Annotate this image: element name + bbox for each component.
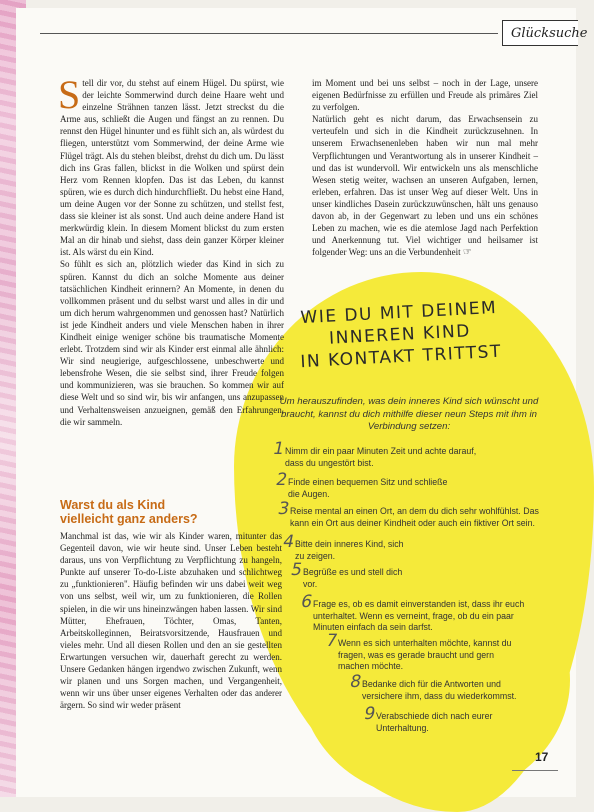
dropcap: S xyxy=(58,72,81,117)
step-number: 4 xyxy=(281,532,297,552)
step-item: 5 Begrüße es und stell dich vor. xyxy=(289,560,403,589)
subheading: Warst du als Kind vielleicht ganz anders? xyxy=(60,498,198,526)
section-tag: Glücksuche xyxy=(502,20,578,46)
paragraph: Manchmal ist das, wie wir als Kinder waren, mitunter das Gegenteil davon, wie wir heute sind. Unser Leben besteht daraus, uns von Verpflichtung zu Verpflichtung zu hangeln, Punkte auf unserer To-do-Liste abzuhaken und schlichtweg zu „funktionieren". Häufig befinden wir uns dabei weit weg von uns selbst, weil wir, um zu funktionieren, die Rollen spielen, in die wir uns hineinzwängen haben lassen. Wir sind Mütter, Ehefrauen, Töchter, Omas, Tanten, Arbeitskolleginnen, Beiratsvorsitzende, Hausfrauen und vieles mehr. Und all diesen Rollen und den an sie gestellten Erwartungen versuchen wir, dauerhaft gerecht zu werden. Unsere Gedanken hängen irgendwo zwischen Zukunft, wenn wir planen und uns Sorgen machen, und Vergangenheit, wenn wir uns über unser eigenes Verhalten oder das anderer ärgern. So sind wir weder präsent xyxy=(60,531,282,711)
paragraph: im Moment und bei uns selbst – noch in der Lage, unsere eigenen Bedürfnisse zu erfüllen und Freude als primäres Ziel zu verfolgen. xyxy=(312,78,538,113)
pointing-hand-icon: ☞ xyxy=(462,247,472,259)
step-item: 8 Bedanke dich für die Antworten und versichere ihm, dass du wiederkommst. xyxy=(348,672,517,701)
step-item: 1 Nimm dir ein paar Minuten Zeit und achte darauf, dass du ungestört bist. xyxy=(271,439,477,468)
step-number: 3 xyxy=(276,499,292,519)
right-column-top xyxy=(312,77,538,259)
step-item: 7 Wenn es sich unterhalten möchte, kannst du fragen, was es gerade braucht und gern machen möchte. xyxy=(324,631,512,671)
paragraph: So fühlt es sich an, plötzlich wieder das Kind in sich zu spüren. Kannst du dich an solche Momente aus deiner tatsächlichen Kindheit erinnern? An Momente, in denen du vollkommen präsent und du selbst warst und alles in dir und um dich herum wahrgenommen und genossen hast? Natürlich ist jede Kindheit anders und viele Menschen haben in ihrer Kindheit einige weniger schöne bis traumatische Momente erlebt. Trotzdem sind wir als Kinder erst einmal alle ähnlich: Wir sind neugierige, aufgeschlossene, unbeschwerte und lebensfrohe Wesen, die sie selbst sind, ihrer Freude folgen und kommunizieren, was sie brauchen. So kommen wir auf diese Welt und so sind wir, bis wir anfangen, uns anzupassen und Verhaltensweisen anzueignen, gemäß den Erfahrungen, die wir sammeln. xyxy=(60,259,284,427)
step-number: 6 xyxy=(299,592,315,612)
box-title: WIE DU MIT DEINEM INNEREN KIND IN KONTAKT TRITTST xyxy=(299,297,503,373)
left-column-bottom xyxy=(60,530,282,711)
step-item: 6 Frage es, ob es damit einverstanden ist, dass ihr euch unterhaltet. Wenn es verneint, frage, ob du ein paar Minuten einfach da sein darfst. xyxy=(299,592,525,632)
step-number: 5 xyxy=(289,560,305,580)
step-item: 4 Bitte dein inneres Kind, sich zu zeigen. xyxy=(281,532,404,561)
paragraph: tell dir vor, du stehst auf einem Hügel. Du spürst, wie der leichte Sommerwind durch deine Haare weht und einzelne Strähnen tanzen lässt. Jetzt streckst du die Arme aus, schließt die Augen und fängst an zu rennen. Du rennst den Hügel hinunter und es fühlt sich an, als würdest du fliegen, unterstützt vom Sommerwind, der deine Arme wie Flügel trägt. Als du stehen bleibst, drehst du dich um. Du lässt dich ins Gras fallen, blickst in die Wolken und spürst dein Herz vom Rennen klopfen. Das ist das Leben, du kannst spüren, wie es durch dich hindurchfließt. Du hebst eine Hand, um deine Augen vor der Sonne zu schützen, und stellst fest, dass sie kleiner ist als sonst. Und auch deine andere Hand ist merkwürdig klein. In diesem Moment blickst du zum ersten Mal an dir hinab und siehst, dass dein ganzer Körper kleiner ist. Als wärst du ein Kind. xyxy=(60,78,284,258)
step-item: 9 Verabschiede dich nach eurer Unterhaltung. xyxy=(362,704,493,733)
step-item: 3 Reise mental an einen Ort, an dem du dich sehr wohlfühlst. Das kann ein Ort aus deiner Kindheit oder auch ein fiktiver Ort sein. xyxy=(276,499,539,528)
footer-rule xyxy=(512,770,558,771)
step-number: 7 xyxy=(324,631,340,651)
step-number: 2 xyxy=(274,470,290,490)
step-number: 9 xyxy=(362,704,378,724)
box-intro: Um herauszufinden, was dein inneres Kind sich wünscht und braucht, kannst du dich mithilfe dieser neun Steps mit ihm in Verbindung setzen: xyxy=(279,396,539,432)
paragraph: Natürlich geht es nicht darum, das Erwachsensein zu verteufeln und sich in die Kindheit zurückzusehnen. In unserem Erwachsenenleben haben wir nun mal mehr Verpflichtungen und Verantwortung als in unserer Kindheit – und das ist wundervoll. Wir entwickeln uns als menschliche Wesen stetig weiter, wachsen an unseren Aufgaben, lernen, erleben, erfahren. Das ist unser Weg auf dieser Welt. Uns in unser kindliches Dasein zurückzuwünschen, hält uns genauso davon ab, in der Gegenwart zu leben und uns ein schönes Leben zu machen, wie es die atemlose Jagd nach Perfektion und Anerkennung tut. Viel wichtiger und heilsamer ist folgender Weg: uns an die Verbundenheit ☞ xyxy=(312,114,538,259)
step-number: 8 xyxy=(348,672,364,692)
step-item: 2 Finde einen bequemen Sitz und schließe die Augen. xyxy=(274,470,448,499)
step-number: 1 xyxy=(271,439,287,459)
left-column-top xyxy=(58,72,284,428)
page-number: 17 xyxy=(535,750,549,764)
header-rule xyxy=(40,33,498,34)
